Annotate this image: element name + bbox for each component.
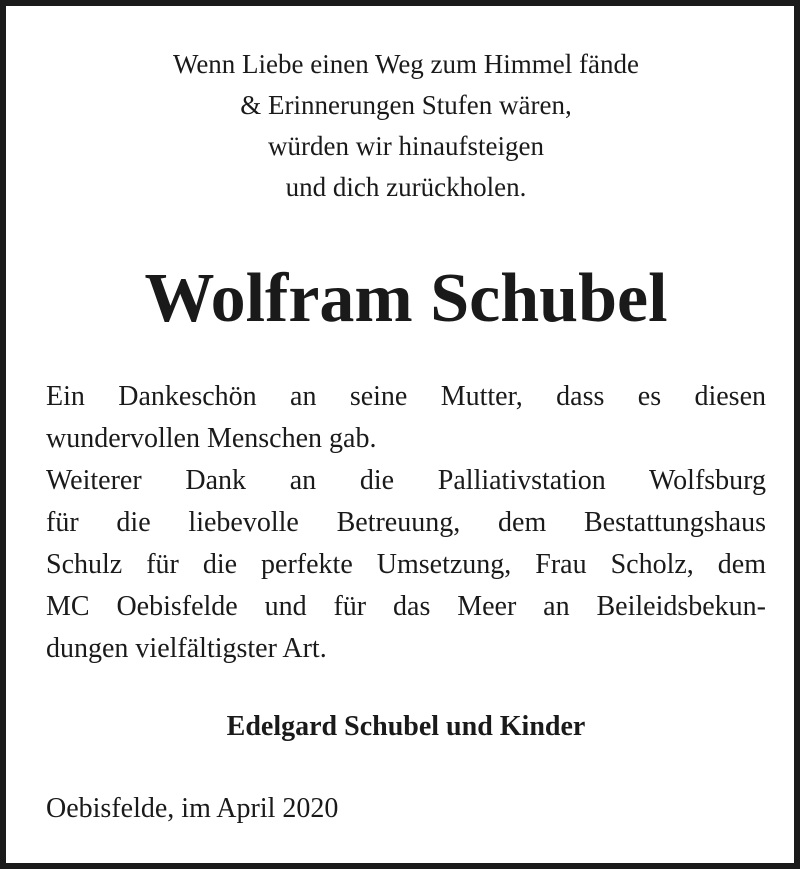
message-line: Weiterer Dank an die Palliativstation Wolfsburg: [46, 465, 766, 496]
message-line: Ein Dankeschön an seine Mutter, dass es diesen: [46, 381, 766, 412]
message-line: dungen vielfältigster Art.: [46, 633, 327, 664]
memorial-poem: [6, 44, 800, 208]
poem-line: und dich zurückholen.: [285, 172, 527, 202]
place-and-date: Oebisfelde, im April 2020: [46, 793, 339, 824]
thank-you-message: [46, 376, 766, 670]
poem-line: & Erinnerungen Stufen wären,: [240, 90, 572, 120]
poem-line: Wenn Liebe einen Weg zum Himmel fände: [173, 49, 639, 79]
signature: Edelgard Schubel und Kinder: [226, 711, 586, 742]
poem-line: würden wir hinaufsteigen: [268, 131, 544, 161]
deceased-name: Wolfram Schubel: [144, 260, 668, 337]
message-line: MC Oebisfelde und für das Meer an Beileidsbekun-: [46, 591, 766, 622]
message-line: Schulz für die perfekte Umsetzung, Frau Scholz, dem: [46, 549, 766, 580]
message-line: wundervollen Menschen gab.: [46, 423, 377, 454]
message-line: für die liebevolle Betreuung, dem Bestattungshaus: [46, 507, 766, 538]
